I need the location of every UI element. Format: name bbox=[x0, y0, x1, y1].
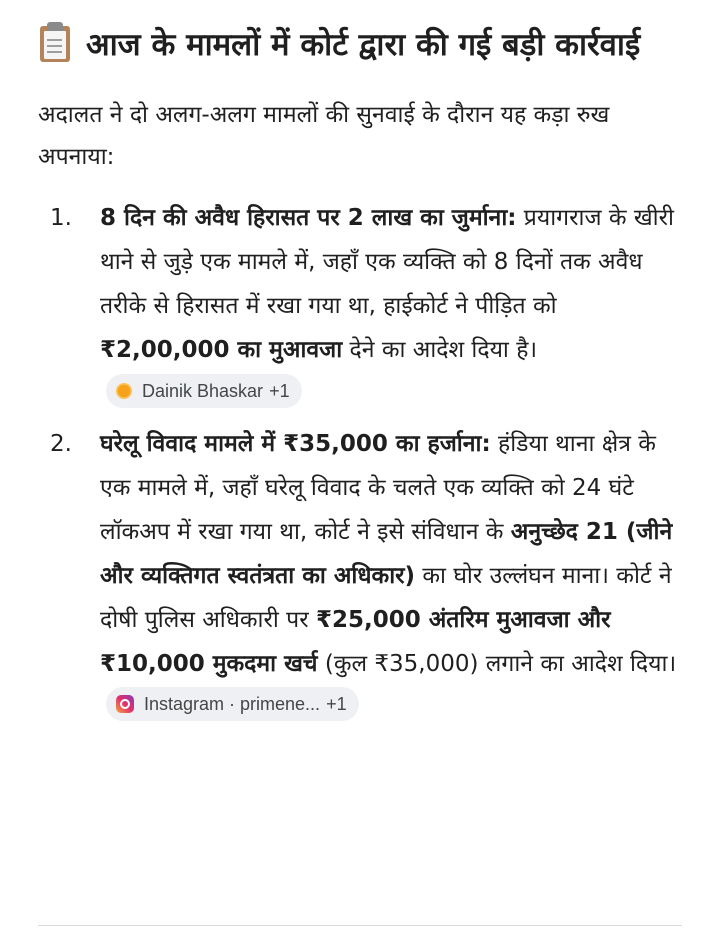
list-item-body bbox=[100, 422, 682, 730]
list-item bbox=[38, 196, 682, 416]
instagram-icon bbox=[116, 695, 134, 713]
case-list bbox=[38, 196, 682, 730]
list-item-body bbox=[100, 196, 682, 416]
clipboard-icon bbox=[38, 20, 72, 62]
item-text: हंडिया थाना क्षेत्र के एक मामले में, जहाँ घरेलू विवाद के चलते एक व्यक्ति को 24 घंटे लॉकअप में रखा गया था, कोर्ट ने इसे संविधान के bbox=[100, 431, 656, 545]
source-chip-instagram[interactable] bbox=[106, 687, 359, 721]
list-item bbox=[38, 422, 682, 730]
sun-icon bbox=[116, 383, 132, 399]
item-text: (कुल ₹35,000) लगाने का आदेश दिया। bbox=[317, 651, 677, 677]
list-number: 1. bbox=[50, 205, 72, 231]
item-text: प्रयागराज के खीरी थाने से जुड़े एक मामले में, जहाँ एक व्यक्ति को 8 दिनों तक अवैध तरीके से हिरासत में रखा गया था, हाईकोर्ट ने पीड़ित को bbox=[100, 205, 674, 319]
section-heading bbox=[38, 18, 682, 72]
section-heading-text: आज के मामलों में कोर्ट द्वारा की गई बड़ी कार्रवाई bbox=[86, 27, 641, 63]
item-text: देने का आदेश दिया है। bbox=[342, 337, 538, 363]
item-title: घरेलू विवाद मामले में ₹35,000 का हर्जाना: bbox=[100, 431, 491, 457]
source-chip-dainik-bhaskar[interactable] bbox=[106, 374, 302, 408]
item-bold-text: ₹2,00,000 का मुआवजा bbox=[100, 337, 343, 363]
item-bold-text: अनुच्छेद 21 (जीने और व्यक्तिगत स्वतंत्रता का अधिकार) bbox=[100, 519, 673, 589]
source-chip-label: Dainik Bhaskar bbox=[142, 381, 264, 401]
source-chip-extra: +1 bbox=[326, 694, 347, 714]
source-chip-extra: +1 bbox=[269, 381, 290, 401]
source-chip-label: Instagram · primene... bbox=[144, 694, 321, 714]
item-bold-text: ₹25,000 अंतरिम मुआवजा और ₹10,000 मुकदमा खर्च bbox=[100, 607, 611, 677]
intro-text: अदालत ने दो अलग-अलग मामलों की सुनवाई के दौरान यह कड़ा रुख अपनाया: bbox=[38, 102, 610, 170]
item-text: का घोर उल्लंघन माना। कोर्ट ने दोषी पुलिस अधिकारी पर bbox=[100, 563, 672, 633]
item-title: 8 दिन की अवैध हिरासत पर 2 लाख का जुर्माना: bbox=[100, 205, 517, 231]
divider bbox=[38, 925, 682, 926]
list-number: 2. bbox=[50, 431, 72, 457]
